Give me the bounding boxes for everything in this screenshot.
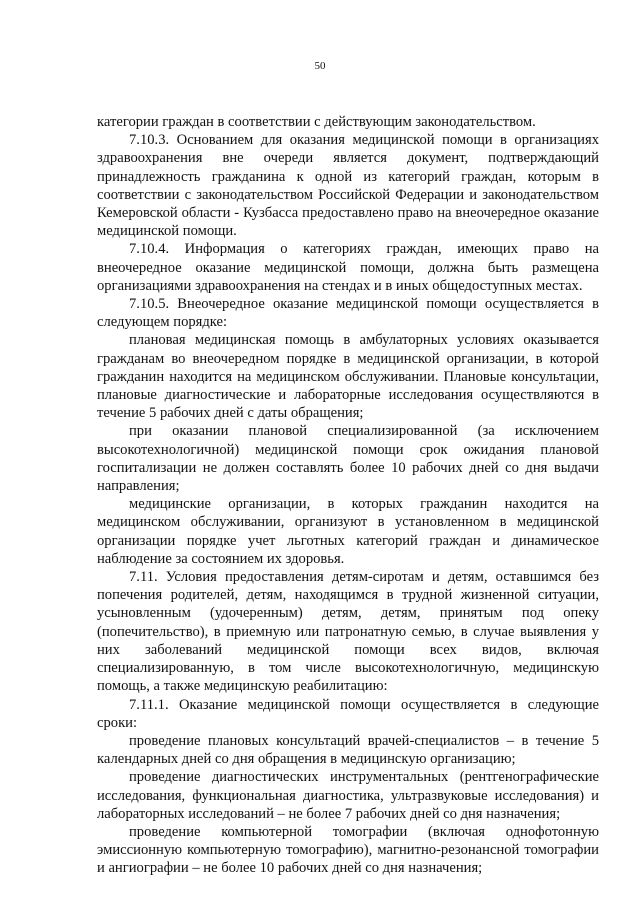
paragraph-7-10-4: 7.10.4. Информация о категориях граждан, имеющих право на внеочередное оказание медицинской помощи, должна быть размещена организациями здравоохранения на стендах и в иных общедоступных местах. — [97, 241, 599, 294]
paragraph-7-11-1: 7.11.1. Оказание медицинской помощи осуществляется в следующие сроки: — [97, 696, 599, 731]
paragraph-diagnostics: проведение диагностических инструментальных (рентгенографические исследования, функциональная диагностика, ультразвуковые исследования) и лабораторных исследований – не более 7 рабочих дней со дня назначения; — [97, 769, 599, 822]
paragraph-continuation: категории граждан в соответствии с действующим законодательством. — [97, 114, 536, 130]
page-number: 50 — [314, 60, 326, 72]
paragraph-registration: медицинские организации, в которых гражданин находится на медицинском обслуживании, организуют в установленном в медицинской организации порядке учет льготных категорий граждан и динамическое наблюдение за состоянием их здоровья. — [97, 496, 599, 567]
paragraph-7-10-5: 7.10.5. Внеочередное оказание медицинской помощи осуществляется в следующем порядке: — [97, 296, 599, 331]
paragraph-7-10-3: 7.10.3. Основанием для оказания медицинской помощи в организациях здравоохранения вне очереди является документ, подтверждающий принадлежность гражданина к одной из категорий граждан, которым в соответствии с законодательством Российской Федерации и законодательством Кемеровской области - Кузбасса предоставлено право на внеочередное оказание медицинской помощи. — [97, 132, 599, 240]
paragraph-consultations: проведение плановых консультаций врачей-специалистов – в течение 5 календарных дней со дня обращения в медицинскую организацию; — [97, 732, 599, 768]
document-body — [97, 113, 599, 878]
paragraph-specialized-care: при оказании плановой специализированной (за исключением высокотехнологичной) медицинской помощи срок ожидания плановой госпитализации не должен составлять более 10 рабочих дней со дня выдачи направления; — [97, 423, 599, 495]
paragraph-7-11: 7.11. Условия предоставления детям-сиротам и детям, оставшимся без попечения родителей, детям, находящимся в трудной жизненной ситуации, усыновленным (удочеренным) детям, детям, принятым под опеку (попечительство), в приемную или патронатную семью, в случае выявления у них заболеваний медицинской помощи всех видов, включая специализированную, в том числе высокотехнологичную, медицинскую помощь, а также медицинскую реабилитацию: — [97, 569, 599, 695]
paragraph-ambulatory-care: плановая медицинская помощь в амбулаторных условиях оказывается гражданам во внеочередном порядке в медицинской организации, в которой гражданин находится на медицинском обслуживании. Плановые консультации, плановые диагностические и лабораторные исследования осуществляются в течение 5 рабочих дней с даты обращения; — [97, 332, 599, 422]
paragraph-tomography: проведение компьютерной томографии (включая однофотонную эмиссионную компьютерную томографию), магнитно-резонансной томографии и ангиографии – не более 10 рабочих дней со дня назначения; — [97, 823, 599, 877]
